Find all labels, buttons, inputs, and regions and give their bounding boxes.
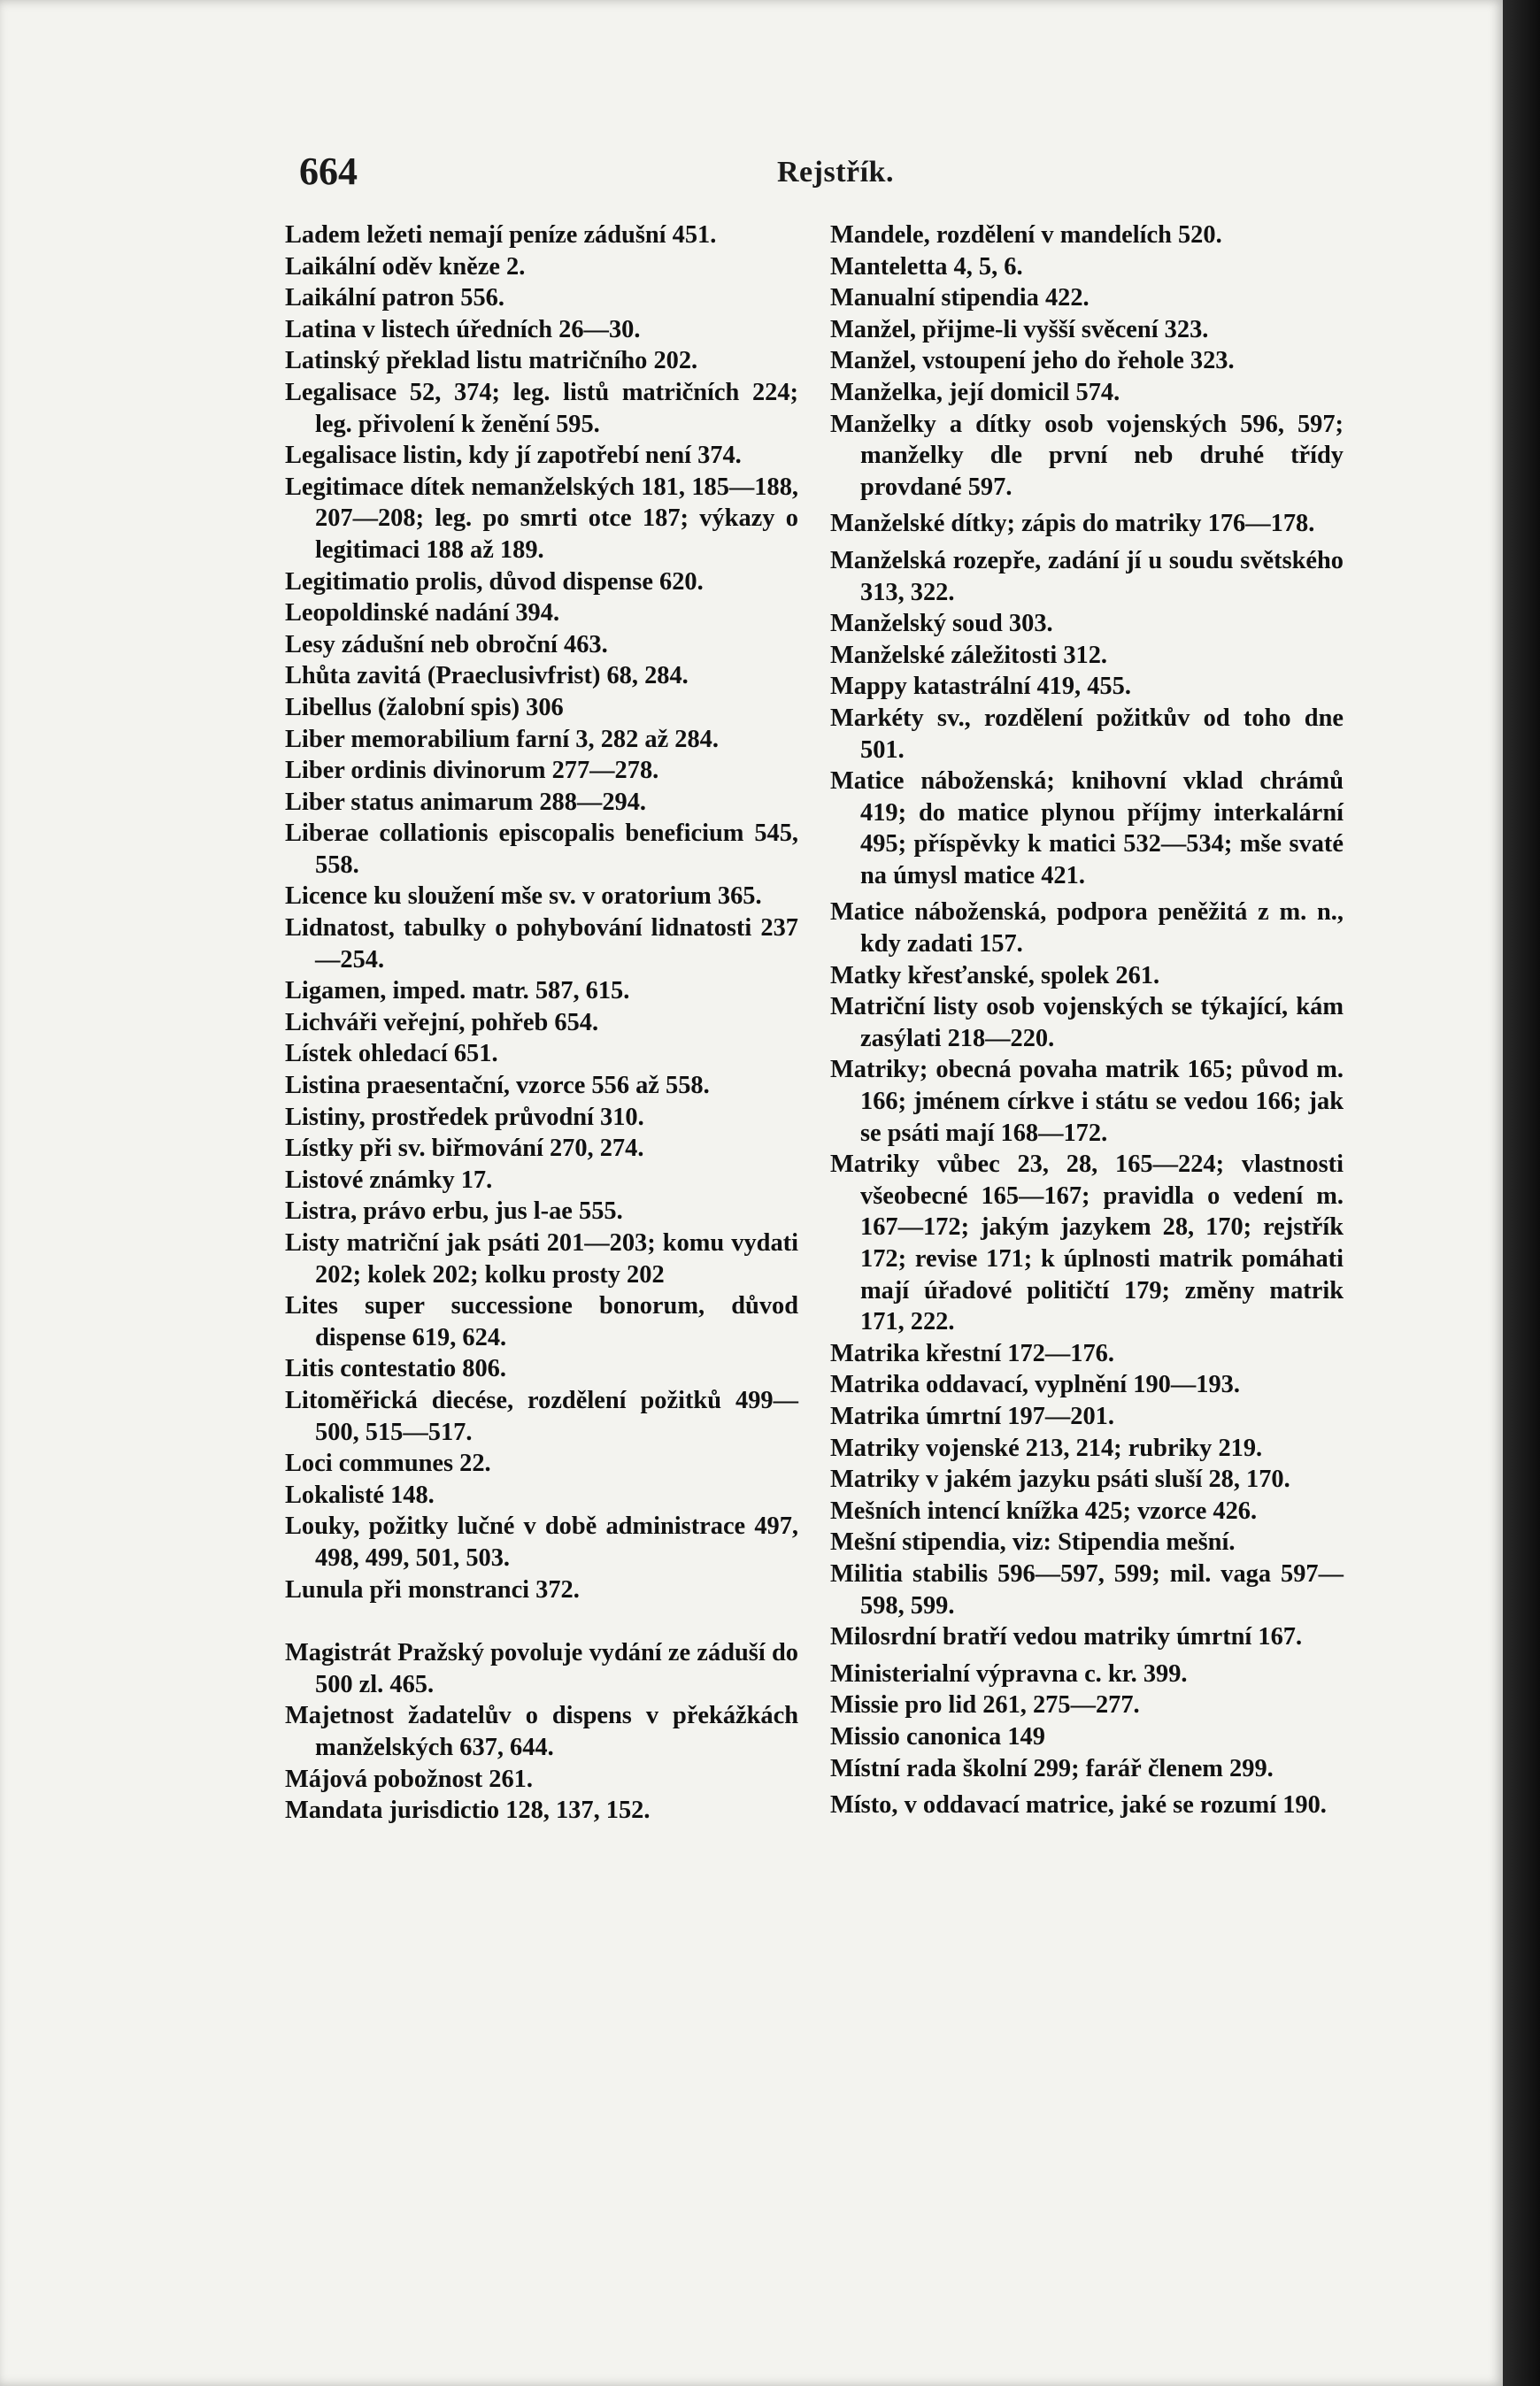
index-entry: Matriky vůbec 23, 28, 165—224; vlastnosti všeobecné 165—167; pravidla o vedení m. 167—172; jakým jazykem 28, 170; rejstřík 172; revise 171; k úplnosti matrik pomáhati mají úřadové političtí 179; změny matrik 171, 222. bbox=[830, 1151, 1344, 1336]
index-entry: Lichváři veřejní, pohřeb 654. bbox=[285, 1008, 599, 1036]
index-entry: Laikální patron 556. bbox=[285, 284, 504, 312]
index-entry: Litoměřická diecése, rozdělení požitků 499—500, 515—517. bbox=[285, 1386, 798, 1446]
index-entry: Listina praesentační, vzorce 556 až 558. bbox=[285, 1072, 710, 1100]
index-entry: Lokalisté 148. bbox=[285, 1481, 435, 1509]
index-entry: Licence ku sloužení mše sv. v oratorium 365. bbox=[285, 882, 762, 911]
index-entry: Liber memorabilium farní 3, 282 až 284. bbox=[285, 725, 719, 753]
index-entry: Matrika úmrtní 197—201. bbox=[830, 1402, 1114, 1430]
index-entry: Ministerialní výpravna c. kr. 399. bbox=[830, 1659, 1188, 1688]
index-entry: Lunula při monstranci 372. bbox=[285, 1575, 580, 1604]
index-column-left bbox=[285, 219, 798, 1827]
index-entry: Lístek ohledací 651. bbox=[285, 1040, 498, 1068]
index-entry: Mandata jurisdictio 128, 137, 152. bbox=[285, 1797, 651, 1825]
index-entry: Matice náboženská, podpora peněžitá z m. n., kdy zadati 157. bbox=[830, 898, 1344, 958]
index-entry: Lesy zádušní neb obroční 463. bbox=[285, 630, 608, 658]
index-entry: Matriky v jakém jazyku psáti sluší 28, 170. bbox=[830, 1466, 1290, 1494]
index-column-right bbox=[830, 219, 1344, 1821]
index-entry: Matrika křestní 172—176. bbox=[830, 1339, 1114, 1367]
page-number: 664 bbox=[299, 150, 358, 193]
index-entry: Mandele, rozdělení v mandelích 520. bbox=[830, 221, 1222, 249]
index-entry: Místní rada školní 299; farář členem 299. bbox=[830, 1754, 1274, 1782]
index-entry: Manžel, vstoupení jeho do řehole 323. bbox=[830, 347, 1235, 375]
index-entry: Mešní stipendia, viz: Stipendia mešní. bbox=[830, 1528, 1236, 1557]
index-entry: Matky křesťanské, spolek 261. bbox=[830, 961, 1160, 989]
index-entry: Majetnost žadatelův o dispens v překážkách manželských 637, 644. bbox=[285, 1702, 798, 1761]
index-entry: Listiny, prostředek průvodní 310. bbox=[285, 1103, 644, 1131]
index-entry: Legitimatio prolis, důvod dispense 620. bbox=[285, 567, 704, 596]
scan-dark-edge bbox=[1503, 0, 1540, 2386]
index-entry: Legitimace dítek nemanželských 181, 185—188, 207—208; leg. po smrti otce 187; výkazy o legitimaci 188 až 189. bbox=[285, 473, 798, 564]
index-entry: Listy matriční jak psáti 201—203; komu vydati 202; kolek 202; kolku prosty 202 bbox=[285, 1229, 798, 1289]
index-entry: Manželský soud 303. bbox=[830, 610, 1053, 638]
running-head: Rejstřík. bbox=[777, 156, 894, 189]
index-entry: Ligamen, imped. matr. 587, 615. bbox=[285, 977, 630, 1005]
index-entry: Markéty sv., rozdělení požitkův od toho dne 501. bbox=[830, 704, 1344, 764]
index-entry: Místo, v oddavací matrice, jaké se rozumí 190. bbox=[830, 1791, 1327, 1820]
index-entry: Listové známky 17. bbox=[285, 1166, 493, 1194]
index-entry: Manželky a dítky osob vojenských 596, 597; manželky dle první neb druhé třídy provdané 597. bbox=[830, 410, 1344, 501]
index-entry: Májová pobožnost 261. bbox=[285, 1765, 533, 1793]
index-entry: Militia stabilis 596—597, 599; mil. vaga 597—598, 599. bbox=[830, 1559, 1344, 1620]
index-entry: Leopoldinské nadání 394. bbox=[285, 599, 560, 627]
index-entry: Lhůta zavitá (Praeclusivfrist) 68, 284. bbox=[285, 662, 689, 690]
index-entry: Milosrdní bratří vedou matriky úmrtní 167. bbox=[830, 1623, 1303, 1651]
index-entry: Manželka, její domicil 574. bbox=[830, 378, 1120, 406]
index-entry: Mappy katastrální 419, 455. bbox=[830, 673, 1131, 701]
index-entry: Matriky; obecná povaha matrik 165; původ m. 166; jménem církve i státu se vedou 166; jak se psáti mají 168—172. bbox=[830, 1056, 1344, 1147]
index-entry: Ladem ležeti nemají peníze zádušní 451. bbox=[285, 221, 717, 249]
index-entry: Manželské dítky; zápis do matriky 176—178. bbox=[830, 510, 1315, 538]
index-entry: Magistrát Pražský povoluje vydání ze záduší do 500 zl. 465. bbox=[285, 1639, 798, 1698]
index-entry: Libellus (žalobní spis) 306 bbox=[285, 693, 564, 721]
index-entry: Legalisace listin, kdy jí zapotřebí není 374. bbox=[285, 442, 742, 470]
index-entry: Matriky vojenské 213, 214; rubriky 219. bbox=[830, 1434, 1263, 1462]
index-entry: Matice náboženská; knihovní vklad chrámů 419; do matice plynou příjmy interkalární 495; příspěvky k matici 532—534; mše svaté na úmysl matice 421. bbox=[830, 767, 1344, 889]
index-entry: Liber status animarum 288—294. bbox=[285, 788, 647, 816]
index-entry: Lites super successione bonorum, důvod dispense 619, 624. bbox=[285, 1292, 798, 1351]
index-entry: Manžel, přijme-li vyšší svěcení 323. bbox=[830, 315, 1209, 343]
index-entry: Manželská rozepře, zadání jí u soudu světského 313, 322. bbox=[830, 546, 1344, 606]
index-entry: Missie pro lid 261, 275—277. bbox=[830, 1691, 1140, 1720]
index-entry: Manteletta 4, 5, 6. bbox=[830, 252, 1023, 281]
index-entry: Matriční listy osob vojenských se týkající, kám zasýlati 218—220. bbox=[830, 993, 1344, 1052]
index-entry: Mešních intencí knížka 425; vzorce 426. bbox=[830, 1497, 1258, 1525]
index-entry: Liber ordinis divinorum 277—278. bbox=[285, 757, 659, 785]
index-entry: Matrika oddavací, vyplnění 190—193. bbox=[830, 1371, 1240, 1399]
index-entry: Litis contestatio 806. bbox=[285, 1355, 506, 1383]
index-entry: Lístky při sv. biřmování 270, 274. bbox=[285, 1135, 644, 1163]
index-entry: Legalisace 52, 374; leg. listů matričních 224; leg. přivolení k ženění 595. bbox=[285, 378, 798, 438]
index-entry: Listra, právo erbu, jus l-ae 555. bbox=[285, 1197, 623, 1226]
index-entry: Latinský překlad listu matričního 202. bbox=[285, 347, 698, 375]
index-entry: Laikální oděv kněze 2. bbox=[285, 252, 526, 281]
page-header bbox=[0, 149, 1503, 202]
index-entry: Missio canonica 149 bbox=[830, 1722, 1045, 1751]
index-entry: Manželské záležitosti 312. bbox=[830, 641, 1108, 669]
index-entry: Lidnatost, tabulky o pohybování lidnatosti 237—254. bbox=[285, 914, 798, 974]
index-entry: Loci communes 22. bbox=[285, 1450, 491, 1478]
index-entry: Latina v listech úředních 26—30. bbox=[285, 315, 641, 343]
index-entry: Liberae collationis episcopalis beneficium 545, 558. bbox=[285, 820, 798, 879]
index-entry: Louky, požitky lučné v době administrace 497, 498, 499, 501, 503. bbox=[285, 1512, 798, 1572]
index-entry: Manualní stipendia 422. bbox=[830, 284, 1090, 312]
